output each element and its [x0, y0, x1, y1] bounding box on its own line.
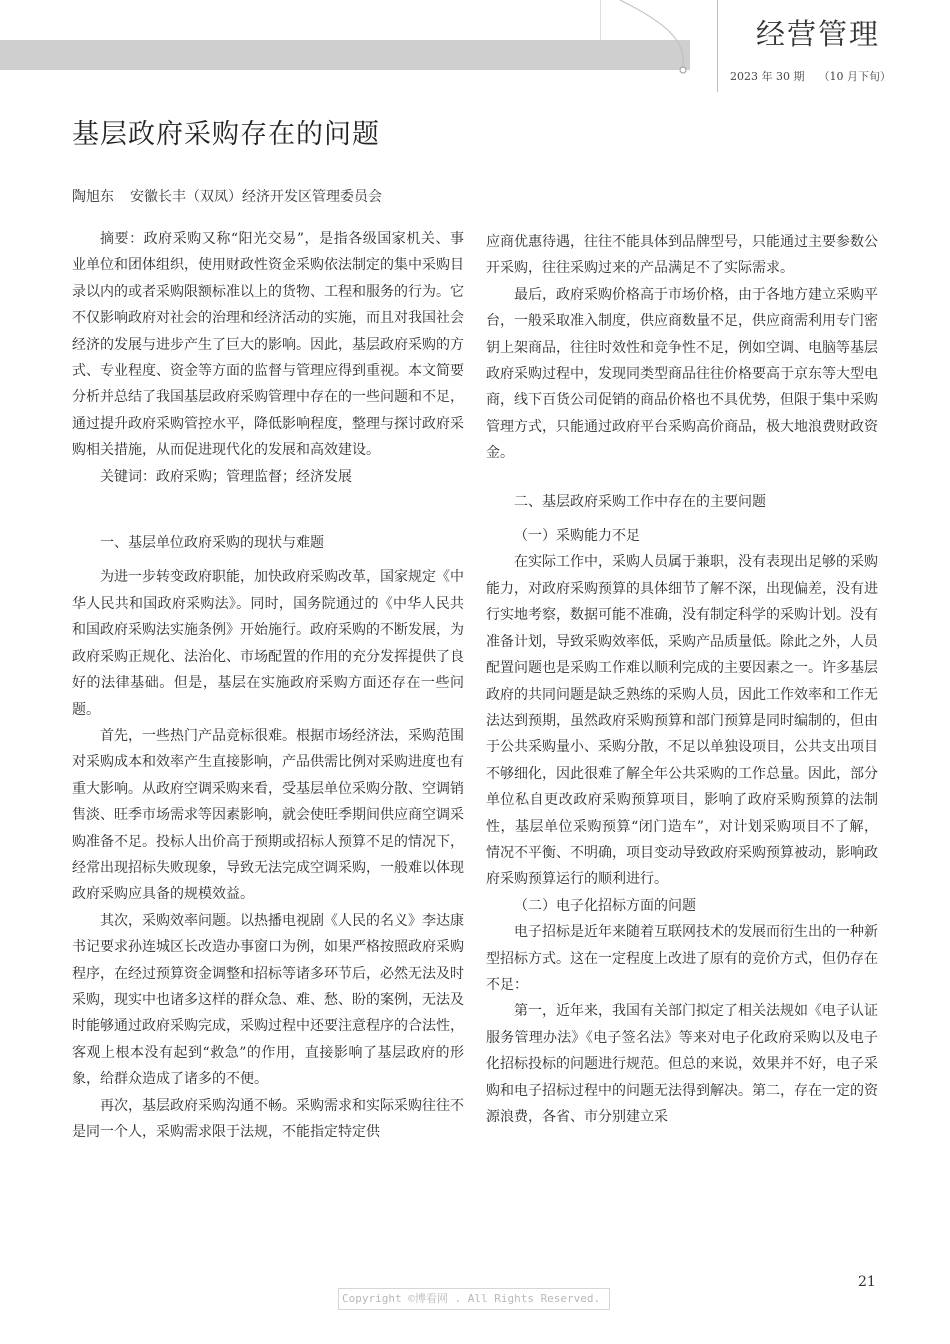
- header-divider: [717, 0, 718, 92]
- article-title: 基层政府采购存在的问题: [72, 119, 380, 150]
- paragraph: 再次，基层政府采购沟通不畅。采购需求和实际采购往往不是同一个人，采购需求限于法规，不能指定特定供: [72, 1097, 464, 1140]
- header-decoration-curve: [600, 0, 710, 75]
- copyright-watermark: Copyright ©博看网 . All Rights Reserved.: [338, 1288, 610, 1310]
- paragraph: 为进一步转变政府职能，加快政府采购改革，国家规定《中华人民共和国政府采购法》。同时，国务院通过的《中华人民共和国政府采购法实施条例》开始施行。政府采购的不断发展，为政府采购正规化、法治化、市场配置的作用的充分发挥提供了良好的法律基础。但是，基层在实施政府采购方面还存在一些问题。: [72, 569, 464, 718]
- author-affiliation: 安徽长丰（双凤）经济开发区管理委员会: [130, 189, 382, 205]
- paragraph: 第一，近年来，我国有关部门拟定了相关法规如《电子认证服务管理办法》《电子签名法》等来对电子化政府采购以及电子化招标投标的问题进行规范。但总的来说，效果并不好，电子采购和电子招标过程中的问题无法得到解决。第二，存在一定的资源浪费，各省、市分别建立采: [486, 1003, 878, 1125]
- author-line: [72, 186, 382, 206]
- issue-number: 2023 年 30 期: [730, 70, 805, 83]
- paragraph-continued: 应商优惠待遇，往往不能具体到品牌型号，只能通过主要参数公开采购，往往采购过来的产品满足不了实际需求。: [486, 234, 878, 277]
- section-heading-2: 二、基层政府采购工作中存在的主要问题: [514, 493, 766, 510]
- journal-title: 经营管理: [756, 17, 881, 51]
- issue-period: （10 月下旬）: [818, 70, 891, 83]
- right-column: [486, 229, 878, 1130]
- header-decoration-dot: [680, 67, 686, 73]
- paragraph: 电子招标是近年来随着互联网技术的发展而衍生出的一种新型招标方式。这在一定程度上改进了原有的竞价方式，但仍存在不足：: [486, 924, 878, 993]
- subsection-heading-2: （二）电子化招标方面的问题: [514, 897, 696, 914]
- keywords: 关键词：政府采购；管理监督；经济发展: [100, 468, 352, 485]
- paragraph: 其次，采购效率问题。以热播电视剧《人民的名义》李达康书记要求孙连城区长改造办事窗口为例，如果严格按照政府采购程序，在经过预算资金调整和招标等诸多环节后，必然无法及时采购，现实中也诸多这样的群众急、难、愁、盼的案例，无法及时能够通过政府采购完成，采购过程中还要注意程序的合法性，客观上根本没有起到“救急”的作用，直接影响了基层政府的形象，给群众造成了诸多的不便。: [72, 912, 464, 1088]
- subsection-heading-1: （一）采购能力不足: [514, 528, 640, 545]
- author-name: 陶旭东: [72, 189, 114, 205]
- page-number: 21: [858, 1274, 876, 1290]
- paragraph: 最后，政府采购价格高于市场价格，由于各地方建立采购平台，一般采取准入制度，供应商数量不足，供应商需利用专门密钥上架商品，往往时效性和竞争性不足，例如空调、电脑等基层政府采购过程中，发现同类型商品往往价格要高于京东等大型电商，线下百货公司促销的商品价格也不具优势，但限于集中采购管理方式，只能通过政府平台采购高价商品，极大地浪费财政资金。: [486, 286, 878, 462]
- header-band: [0, 40, 690, 70]
- section-heading-1: 一、基层单位政府采购的现状与难题: [100, 535, 324, 552]
- abstract: 摘要：政府采购又称“阳光交易”，是指各级国家机关、事业单位和团体组织，使用财政性资金采购依法制定的集中采购目录以内的或者采购限额标准以上的货物、工程和服务的行为。它不仅影响政府对社会的治理和经济活动的实施，而且对我国社会经济的发展与进步产生了巨大的影响。因此，基层政府采购的方式、专业程度、资金等方面的监督与管理应得到重视。本文简要分析并总结了我国基层政府采购管理中存在的一些问题和不足，通过提升政府采购管控水平，降低影响程度，整理与探讨政府采购相关措施，从而促进现代化的发展和高效建设。: [72, 231, 464, 459]
- left-column: [72, 226, 464, 1145]
- issue-info: [730, 68, 891, 84]
- paragraph: 在实际工作中，采购人员属于兼职，没有表现出足够的采购能力，对政府采购预算的具体细节了解不深，出现偏差，没有进行实地考察，数据可能不准确，没有制定科学的采购计划。没有准备计划，导致采购效率低，采购产品质量低。除此之外，人员配置问题也是采购工作难以顺利完成的主要因素之一。许多基层政府的共同问题是缺乏熟练的采购人员，因此工作效率和工作无法达到预期，虽然政府采购预算和部门预算是同时编制的，但由于公共采购量小、采购分散，不足以单独设项目，公共支出项目不够细化，因此很难了解全年公共采购的工作总量。因此，部分单位私自更改政府采购预算项目，影响了政府采购预算的法制性，基层单位采购预算“闭门造车”，对计划采购项目不了解，情况不平衡、不明确，项目变动导致政府采购预算被动，影响政府采购预算运行的顺利进行。: [486, 554, 878, 888]
- paragraph: 首先，一些热门产品竞标很难。根据市场经济法，采购范围对采购成本和效率产生直接影响，产品供需比例对采购进度也有重大影响。从政府空调采购来看，受基层单位采购分散、空调销售淡、旺季市场需求等因素影响，就会使旺季期间供应商空调采购准备不足。投标人出价高于预期或招标人预算不足的情况下，经常出现招标失败现象，导致无法完成空调采购，一般难以体现政府采购应具备的规模效益。: [72, 727, 464, 903]
